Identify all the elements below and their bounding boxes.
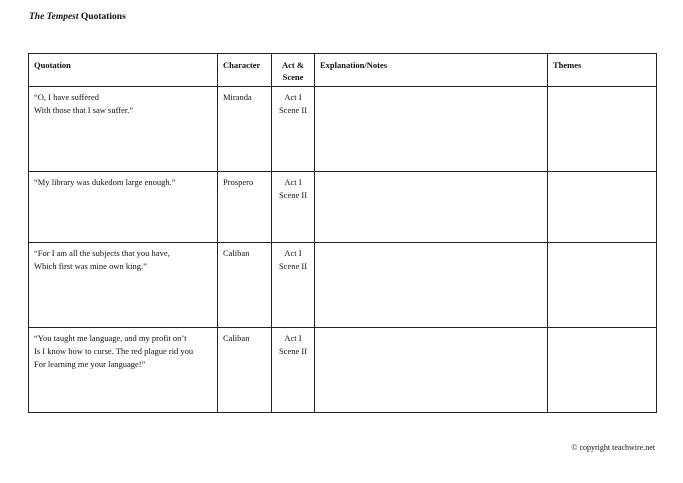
quotation-cell[interactable] [29,172,218,243]
themes-cell[interactable] [548,172,657,243]
table-row [29,172,657,243]
quotation-line: “O, I have suffered [34,92,99,102]
quotations-table [28,53,657,413]
act-label: Act I [284,248,302,258]
character-cell[interactable]: Prospero [218,172,272,243]
quotation-cell[interactable] [29,243,218,328]
quotation-line: Which first was mine own king.” [34,261,147,272]
quotation-cell[interactable] [29,328,218,413]
header-explanation: Explanation/Notes [315,54,548,87]
copyright-notice: © copyright teachwire.net [571,443,655,452]
quotation-line: “You taught me language, and my profit on’t [34,333,187,343]
quotation-cell[interactable] [29,87,218,172]
play-title: The Tempest [29,12,79,22]
quotation-line: Is I know how to curse. The red plague rid you [34,346,194,357]
character-cell[interactable]: Caliban [218,243,272,328]
act-scene-cell[interactable] [272,328,315,413]
themes-cell[interactable] [548,328,657,413]
act-label: Act I [284,177,302,187]
explanation-cell[interactable] [315,328,548,413]
scene-label: Scene II [278,261,308,272]
quotation-line: For learning me your language!” [34,359,146,370]
header-quotation: Quotation [29,54,218,87]
character-cell[interactable]: Miranda [218,87,272,172]
scene-label: Scene II [278,190,308,201]
table-row [29,243,657,328]
header-act-line: Act & [282,60,304,70]
themes-cell[interactable] [548,87,657,172]
explanation-cell[interactable] [315,87,548,172]
quotation-line: “For I am all the subjects that you have, [34,248,170,258]
quotation-line: “My library was dukedom large enough.” [34,177,176,187]
scene-label: Scene II [278,346,308,357]
header-scene-line: Scene [282,72,304,83]
header-themes: Themes [548,54,657,87]
explanation-cell[interactable] [315,172,548,243]
document-title [29,12,126,22]
character-cell[interactable]: Caliban [218,328,272,413]
header-act-scene [272,54,315,87]
act-label: Act I [284,92,302,102]
act-scene-cell[interactable] [272,172,315,243]
table-body [29,87,657,413]
header-row [29,54,657,87]
act-scene-cell[interactable] [272,243,315,328]
table-row [29,87,657,172]
table-row [29,328,657,413]
title-suffix: Quotations [78,12,126,22]
quotation-line: With those that I saw suffer.” [34,105,134,116]
header-character: Character [218,54,272,87]
scene-label: Scene II [278,105,308,116]
themes-cell[interactable] [548,243,657,328]
explanation-cell[interactable] [315,243,548,328]
act-label: Act I [284,333,302,343]
act-scene-cell[interactable] [272,87,315,172]
